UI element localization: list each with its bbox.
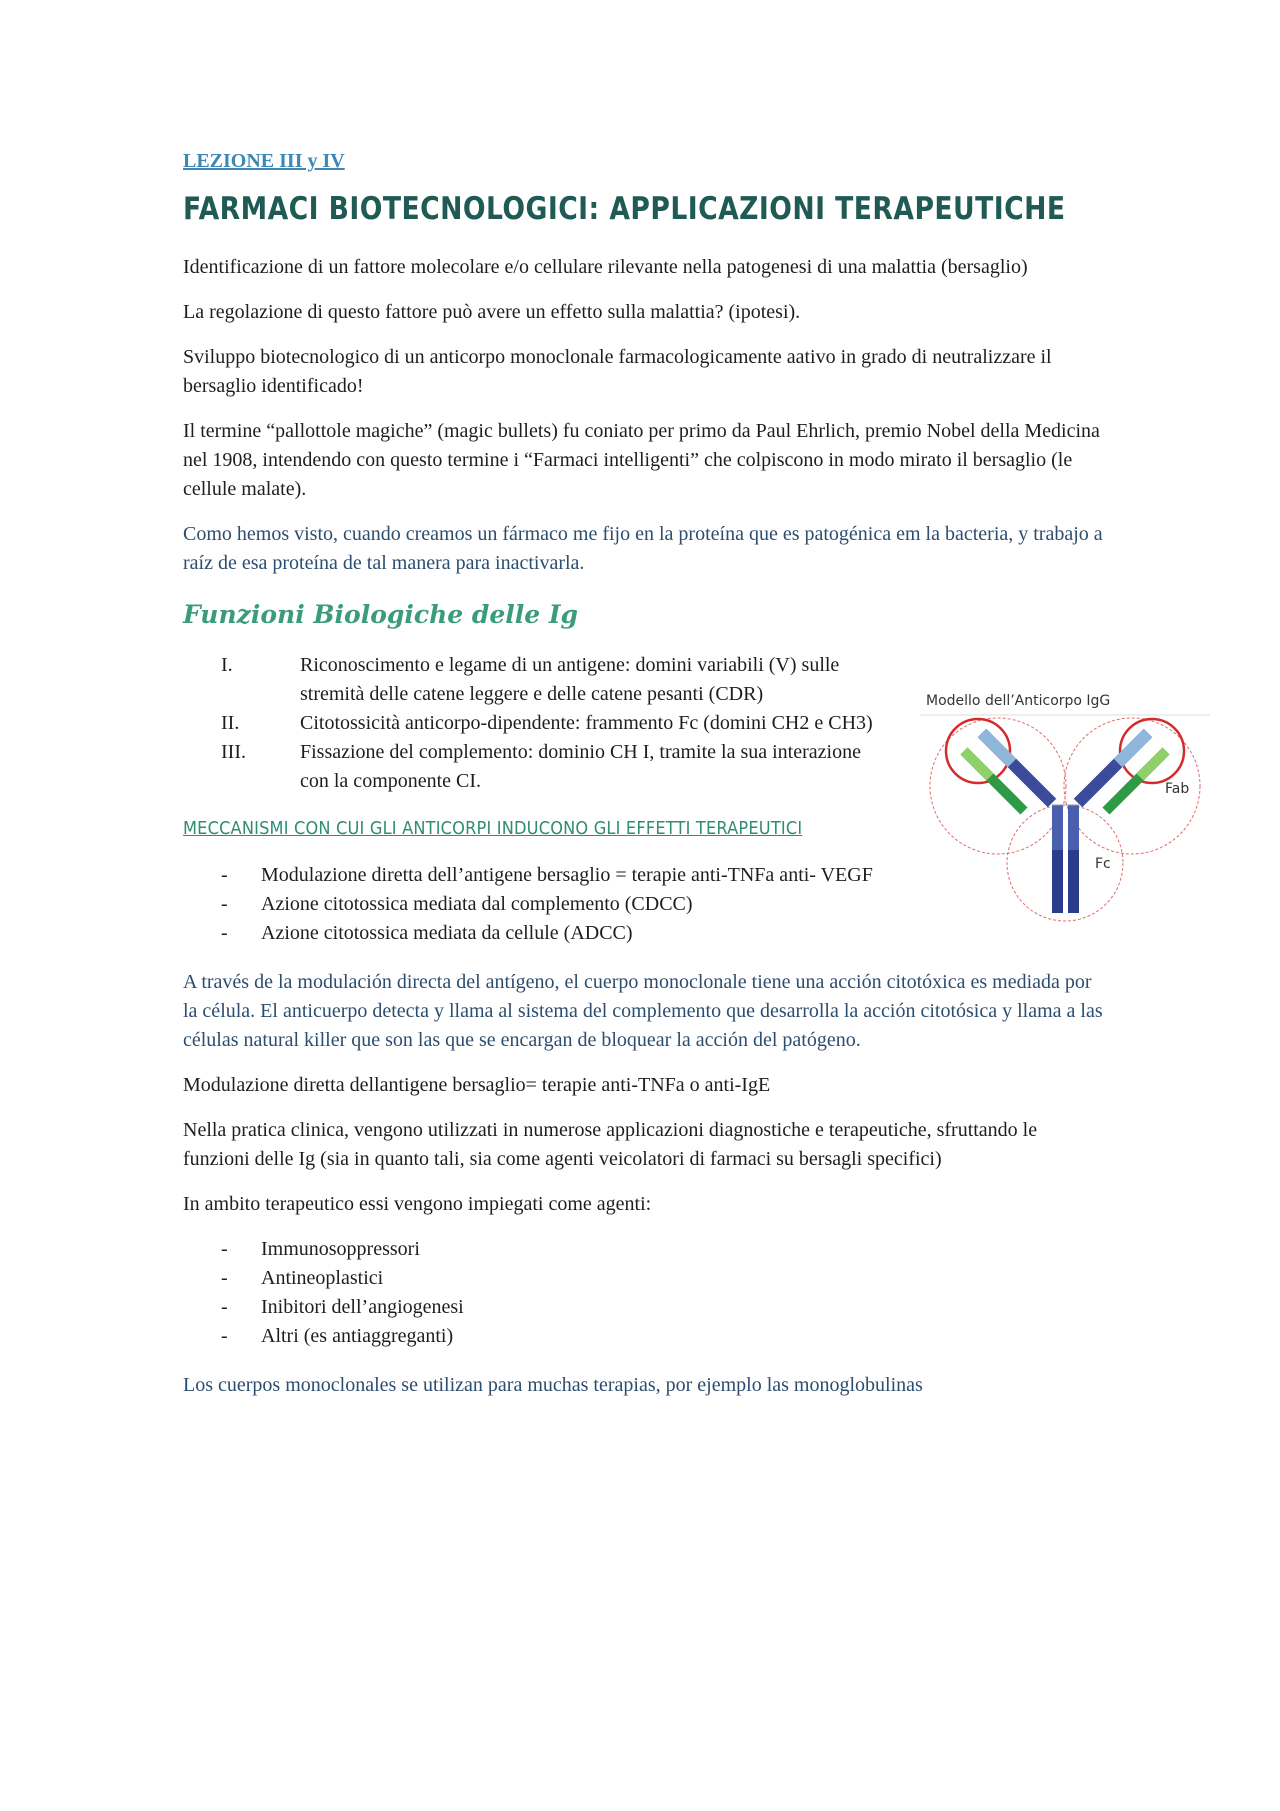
- intro-paragraph-2: La regolazione di questo fattore può avere un effetto sulla malattia? (ipotesi).: [183, 301, 801, 323]
- list-item: III. Fissazione del complemento: dominio CH I, tramite la sua interazione con la componente CI.: [221, 741, 861, 792]
- list-item: - Antineoplastici: [221, 1267, 384, 1289]
- intro-paragraph-1: Identificazione di un fattore molecolare e/o cellulare rilevante nella patogenesi di una malattia (bersaglio): [183, 256, 1028, 278]
- agents-list: [183, 1235, 1103, 1351]
- body-paragraph-1: Modulazione diretta dellantigene bersaglio= terapie anti-TNFa o anti-IgE: [183, 1074, 771, 1096]
- intro-paragraph-4: Il termine “pallottole magiche” (magic bullets) fu coniato per primo da Paul Ehrlich, premio Nobel della Medicina nel 1908, intendendo con questo termine i “Farmaci intelligenti” che colpiscono in modo mirato il bersaglio (le cellule malate).: [183, 420, 1100, 500]
- list-item: - Altri (es antiaggreganti): [221, 1325, 454, 1347]
- body-paragraph-3: In ambito terapeutico essi vengono impiegati come agenti:: [183, 1193, 652, 1215]
- fab-label: Fab: [1165, 781, 1190, 797]
- spanish-note-1: Como hemos visto, cuando creamos un fármaco me fijo en la proteína que es patogénica em la bacteria, y trabajo a raíz de esa proteína de tal manera para inactivarla.: [183, 523, 1103, 574]
- list-item: II. Citotossicità anticorpo-dipendente: frammento Fc (domini CH2 e CH3): [221, 712, 873, 734]
- list-item: - Azione citotossica mediata dal complemento (CDCC): [221, 893, 693, 915]
- intro-paragraph-3: Sviluppo biotecnologico di un anticorpo monoclonale farmacologicamente aativo in grado di neutralizzare il bersaglio identificado!: [183, 346, 1052, 397]
- fc-label: Fc: [1095, 856, 1111, 872]
- list-item: - Inibitori dell’angiogenesi: [221, 1296, 464, 1318]
- spanish-note-2: A través de la modulación directa del antígeno, el cuerpo monoclonale tiene una acción citotóxica es mediada por la célula. El anticuerpo detecta y llama al sistema del complemento que desarrolla la acción citotósica y llama a las células natural killer que son las que se encargan de bloquear la acción del patógeno.: [183, 971, 1103, 1051]
- list-item: - Azione citotossica mediata da cellule (ADCC): [221, 922, 633, 944]
- list-item: I. Riconoscimento e legame di un antigene: domini variabili (V) sulle stremità delle catene leggere e delle catene pesanti (CDR): [221, 654, 840, 705]
- functions-list: [183, 651, 883, 796]
- mechanisms-heading: MECCANISMI CON CUI GLI ANTICORPI INDUCONO GLI EFFETTI TERAPEUTICI: [183, 818, 803, 839]
- list-item: - Immunosoppressori: [221, 1238, 420, 1260]
- body-paragraph-2: Nella pratica clinica, vengono utilizzati in numerose applicazioni diagnostiche e terapeutiche, sfruttando le funzioni delle Ig (sia in quanto tali, sia come agenti veicolatori di farmaci su bersagli specifici): [183, 1119, 1038, 1170]
- figure-caption: Modello dell’Anticorpo IgG: [926, 693, 1111, 709]
- spanish-note-3: Los cuerpos monoclonales se utilizan para muchas terapias, por ejemplo las monoglobulinas: [183, 1374, 923, 1396]
- page-title: FARMACI BIOTECNOLOGICI: APPLICAZIONI TERAPEUTICHE: [183, 191, 1066, 227]
- lesson-link[interactable]: LEZIONE III y IV: [183, 150, 345, 172]
- list-item: - Modulazione diretta dell’antigene bersaglio = terapie anti-TNFa anti- VEGF: [221, 864, 873, 886]
- antibody-diagram: [920, 693, 1220, 923]
- antibody-figure: [920, 693, 1220, 923]
- functions-heading: Funzioni Biologiche delle Ig: [183, 600, 579, 629]
